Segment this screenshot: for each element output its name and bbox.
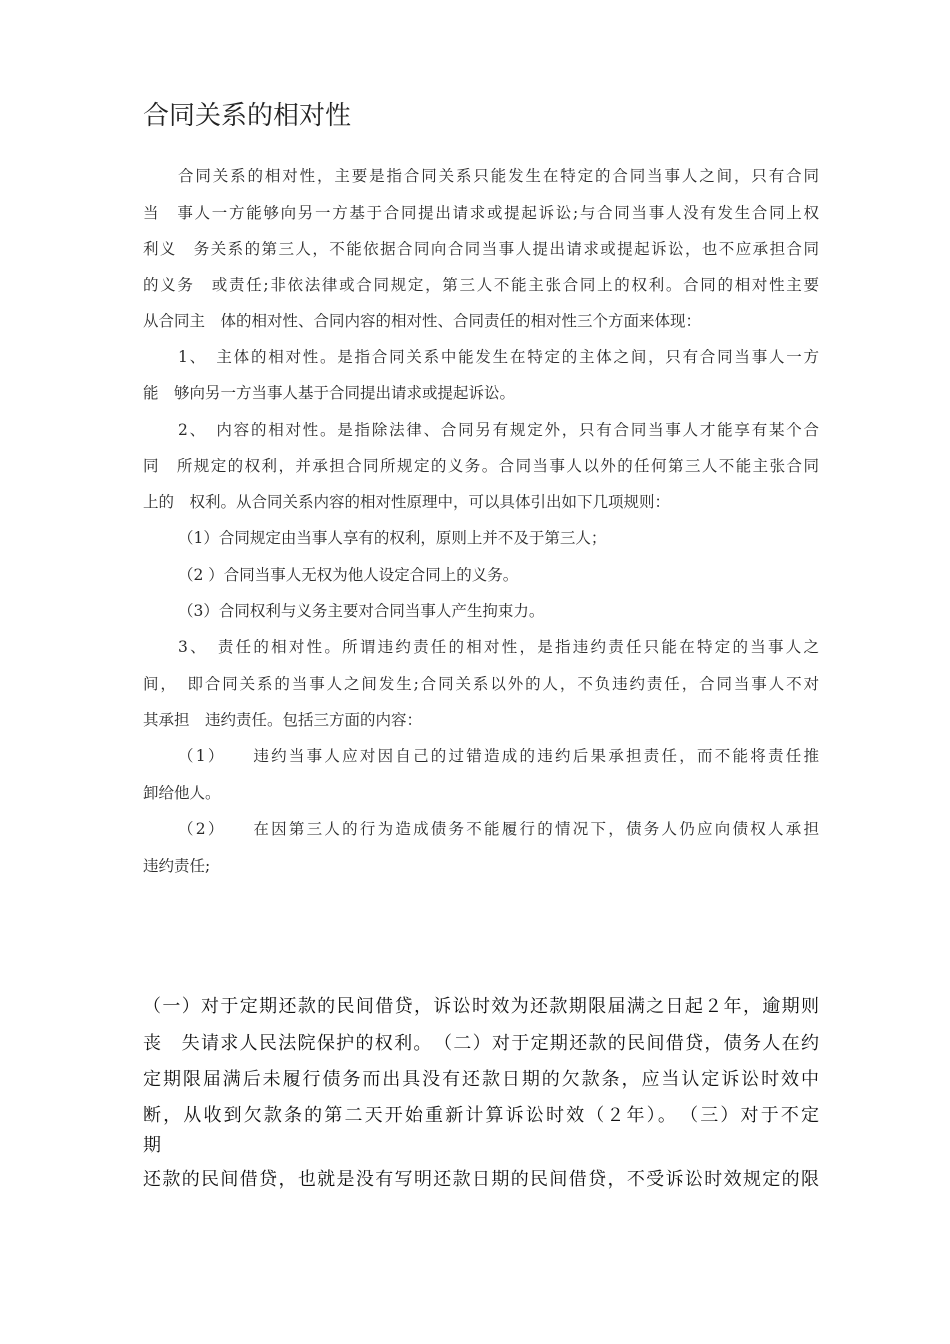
paragraph-line: 的义务 或责任;非依法律或合同规定，第三人不能主张合同上的权利。合同的相对性主要 [143, 276, 819, 294]
loan-paragraph-line: 还款的民间借贷，也就是没有写明还款日期的民间借贷，不受诉讼时效规定的限 [143, 1169, 819, 1190]
sub-item-line: 违约责任; [143, 857, 211, 875]
rule-item: （1）合同规定由当事人享有的权利，原则上并不及于第三人； [178, 529, 607, 547]
list-item-line: 同 所规定的权利，并承担合同所规定的义务。合同当事人以外的任何第三人不能主张合同 [143, 457, 819, 475]
list-item-line: 1、 主体的相对性。是指合同关系中能发生在特定的主体之间，只有合同当事人一方 [178, 348, 819, 366]
rule-item: （2 ）合同当事人无权为他人设定合同上的义务。 [178, 566, 519, 584]
list-item-line: 间， 即合同关系的当事人之间发生;合同关系以外的人，不负违约责任，合同当事人不对 [143, 675, 819, 693]
rule-item: （3）合同权利与义务主要对合同当事人产生拘束力。 [178, 602, 545, 620]
list-item-line: 2、 内容的相对性。是指除法律、合同另有规定外，只有合同当事人才能享有某个合 [178, 421, 819, 439]
paragraph-line: 利义 务关系的第三人，不能依据合同向合同当事人提出请求或提起诉讼，也不应承担合同 [143, 240, 819, 258]
list-item-line: 其承担 违约责任。包括三方面的内容： [143, 711, 423, 729]
loan-paragraph-line: 定期限届满后未履行债务而出具没有还款日期的欠款条，应当认定诉讼时效中 [143, 1069, 819, 1090]
sub-item-line: 卸给他人。 [143, 784, 221, 802]
sub-item-line: （1） 违约当事人应对因自己的过错造成的违约后果承担责任，而不能将责任推 [178, 747, 819, 765]
sub-item-line: （2） 在因第三人的行为造成债务不能履行的情况下，债务人仍应向债权人承担 [178, 820, 819, 838]
list-item-line: 3、 责任的相对性。所谓违约责任的相对性，是指违约责任只能在特定的当事人之 [178, 638, 819, 656]
loan-paragraph-line: 断，从收到欠款条的第二天开始重新计算诉讼时效（２年）。 （三）对于不定 [143, 1105, 819, 1126]
list-item-line: 能 够向另一方当事人基于合同提出请求或提起诉讼。 [143, 384, 516, 402]
paragraph-line: 从合同主 体的相对性、合同内容的相对性、合同责任的相对性三个方面来体现： [143, 312, 702, 330]
document-title: 合同关系的相对性 [143, 101, 352, 131]
list-item-line: 上的 权利。从合同关系内容的相对性原理中，可以具体引出如下几项规则： [143, 493, 671, 511]
loan-paragraph-line: （一）对于定期还款的民间借贷，诉讼时效为还款期限届满之日起２年，逾期则 [143, 996, 819, 1017]
paragraph-line: 合同关系的相对性，主要是指合同关系只能发生在特定的合同当事人之间，只有合同 [178, 167, 819, 185]
paragraph-line: 当 事人一方能够向另一方基于合同提出请求或提起诉讼;与合同当事人没有发生合同上权 [143, 204, 819, 222]
loan-paragraph-line: 期 [143, 1135, 161, 1156]
loan-paragraph-line: 丧 失请求人民法院保护的权利。 （二）对于定期还款的民间借贷，债务人在约 [143, 1033, 819, 1054]
